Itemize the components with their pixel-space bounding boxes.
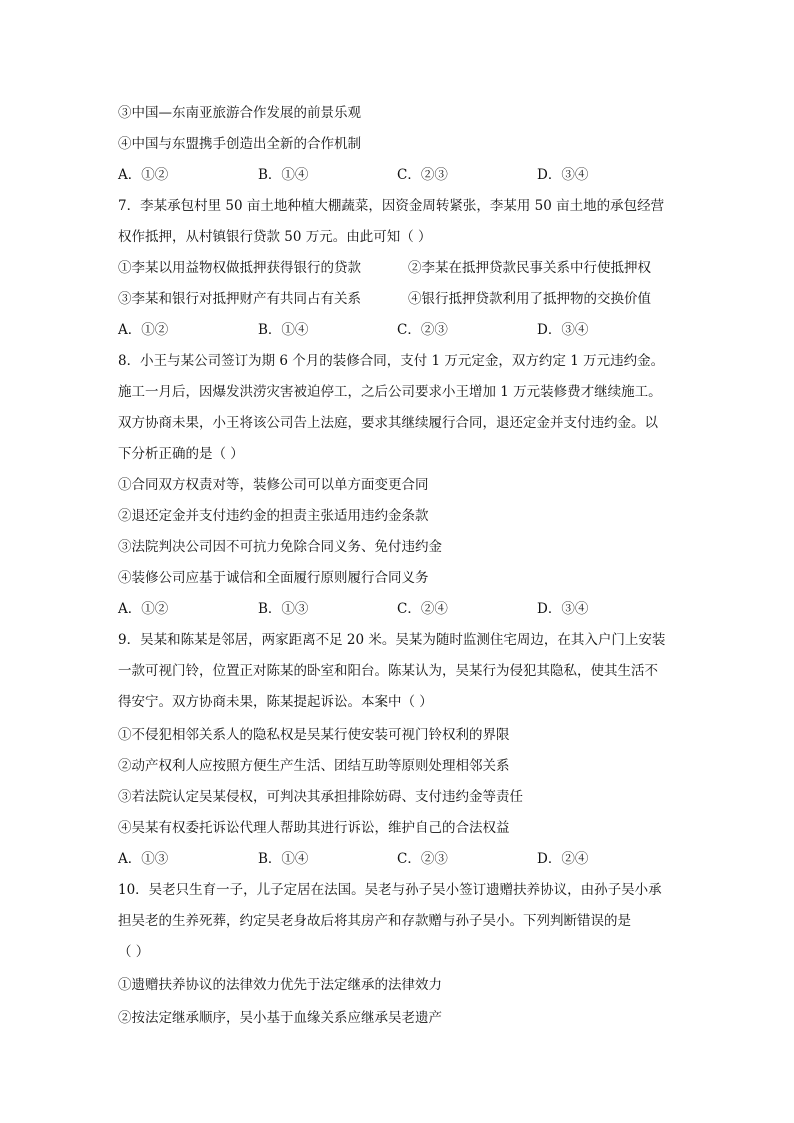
q9-option-c: C．②③	[397, 851, 448, 867]
q8-option-d: D．③④	[537, 601, 589, 617]
q9-stem-line-3: 得安宁。双方协商未果，陈某提起诉讼。本案中（ ）	[118, 694, 433, 710]
q7-stem-line-2: 权作抵押，从村镇银行贷款 50 万元。由此可知（ ）	[118, 229, 432, 245]
q9-option-d: D．②④	[537, 851, 589, 867]
q8-option-c: C．②④	[397, 601, 448, 617]
q7-item-2: ②李某在抵押贷款民事关系中行使抵押权	[408, 260, 651, 276]
q8-stem-line-2: 施工一月后，因爆发洪涝灾害被迫停工，之后公司要求小王增加 1 万元装修费才继续施工。	[118, 384, 662, 400]
q9-stem-line-2: 一款可视门铃，位置正对陈某的卧室和阳台。陈某认为，吴某行为侵犯其隐私，使其生活不	[118, 663, 658, 679]
q7-stem-line-1: 7．李某承包村里 50 亩土地种植大棚蔬菜，因资金周转紧张，李某用 50 亩土地的承包经营	[118, 198, 665, 214]
q8-item-2: ②退还定金并支付违约金的担责主张适用违约金条款	[118, 508, 429, 524]
q8-item-3: ③法院判决公司因不可抗力免除合同义务、免付违约金	[118, 539, 442, 555]
q7-option-a: A．①②	[118, 322, 169, 338]
q7-item-3: ③李某和银行对抵押财产有共同占有关系	[118, 291, 361, 307]
q9-item-3: ③若法院认定吴某侵权，可判决其承担排除妨碍、支付违约金等责任	[118, 789, 523, 805]
q7-option-d: D．③④	[537, 322, 589, 338]
prev-option-d: D．③④	[537, 167, 589, 183]
q8-item-4: ④装修公司应基于诚信和全面履行原则履行合同义务	[118, 570, 429, 586]
q7-item-4: ④银行抵押贷款利用了抵押物的交换价值	[408, 291, 651, 307]
q8-stem-line-4: 下分析正确的是（ ）	[118, 446, 244, 462]
q9-option-b: B．①④	[258, 851, 309, 867]
prev-item-4: ④中国与东盟携手创造出全新的合作机制	[118, 136, 361, 152]
q9-stem-line-1: 9．吴某和陈某是邻居，两家距离不足 20 米。吴某为随时监测住宅周边，在其入户门上安装	[118, 632, 666, 648]
prev-option-b: B．①④	[258, 167, 309, 183]
q8-stem-line-3: 双方协商未果，小王将该公司告上法庭，要求其继续履行合同，退还定金并支付违约金。以	[118, 415, 658, 431]
q8-option-a: A．①②	[118, 601, 169, 617]
q9-item-2: ②动产权利人应按照方便生产生活、团结互助等原则处理相邻关系	[118, 758, 510, 774]
q8-item-1: ①合同双方权责对等，装修公司可以单方面变更合同	[118, 477, 429, 493]
q9-item-4: ④吴某有权委托诉讼代理人帮助其进行诉讼，维护自己的合法权益	[118, 820, 510, 836]
q10-item-2: ②按法定继承顺序，吴小基于血缘关系应继承吴老遗产	[118, 1010, 442, 1026]
q9-option-a: A．①③	[118, 851, 169, 867]
q7-option-c: C．②③	[397, 322, 448, 338]
prev-option-c: C．②③	[397, 167, 448, 183]
q8-stem-line-1: 8．小王与某公司签订为期 6 个月的装修合同，支付 1 万元定金，双方约定 1 万元违约金。	[118, 353, 665, 369]
q10-stem-line-3: （ ）	[118, 944, 150, 960]
q7-option-b: B．①④	[258, 322, 309, 338]
q10-item-1: ①遗赠扶养协议的法律效力优先于法定继承的法律效力	[118, 977, 442, 993]
q9-item-1: ①不侵犯相邻关系人的隐私权是吴某行使安装可视门铃权利的界限	[118, 727, 510, 743]
prev-item-3: ③中国—东南亚旅游合作发展的前景乐观	[118, 105, 361, 121]
q10-stem-line-1: 10．吴老只生育一子，儿子定居在法国。吴老与孙子吴小签订遗赠扶养协议，由孙子吴小承	[118, 882, 662, 898]
prev-option-a: A．①②	[118, 167, 169, 183]
q7-item-1: ①李某以用益物权做抵押获得银行的贷款	[118, 260, 361, 276]
q8-option-b: B．①③	[258, 601, 309, 617]
q10-stem-line-2: 担吴老的生养死葬，约定吴老身故后将其房产和存款赠与孙子吴小。下列判断错误的是	[118, 913, 631, 929]
